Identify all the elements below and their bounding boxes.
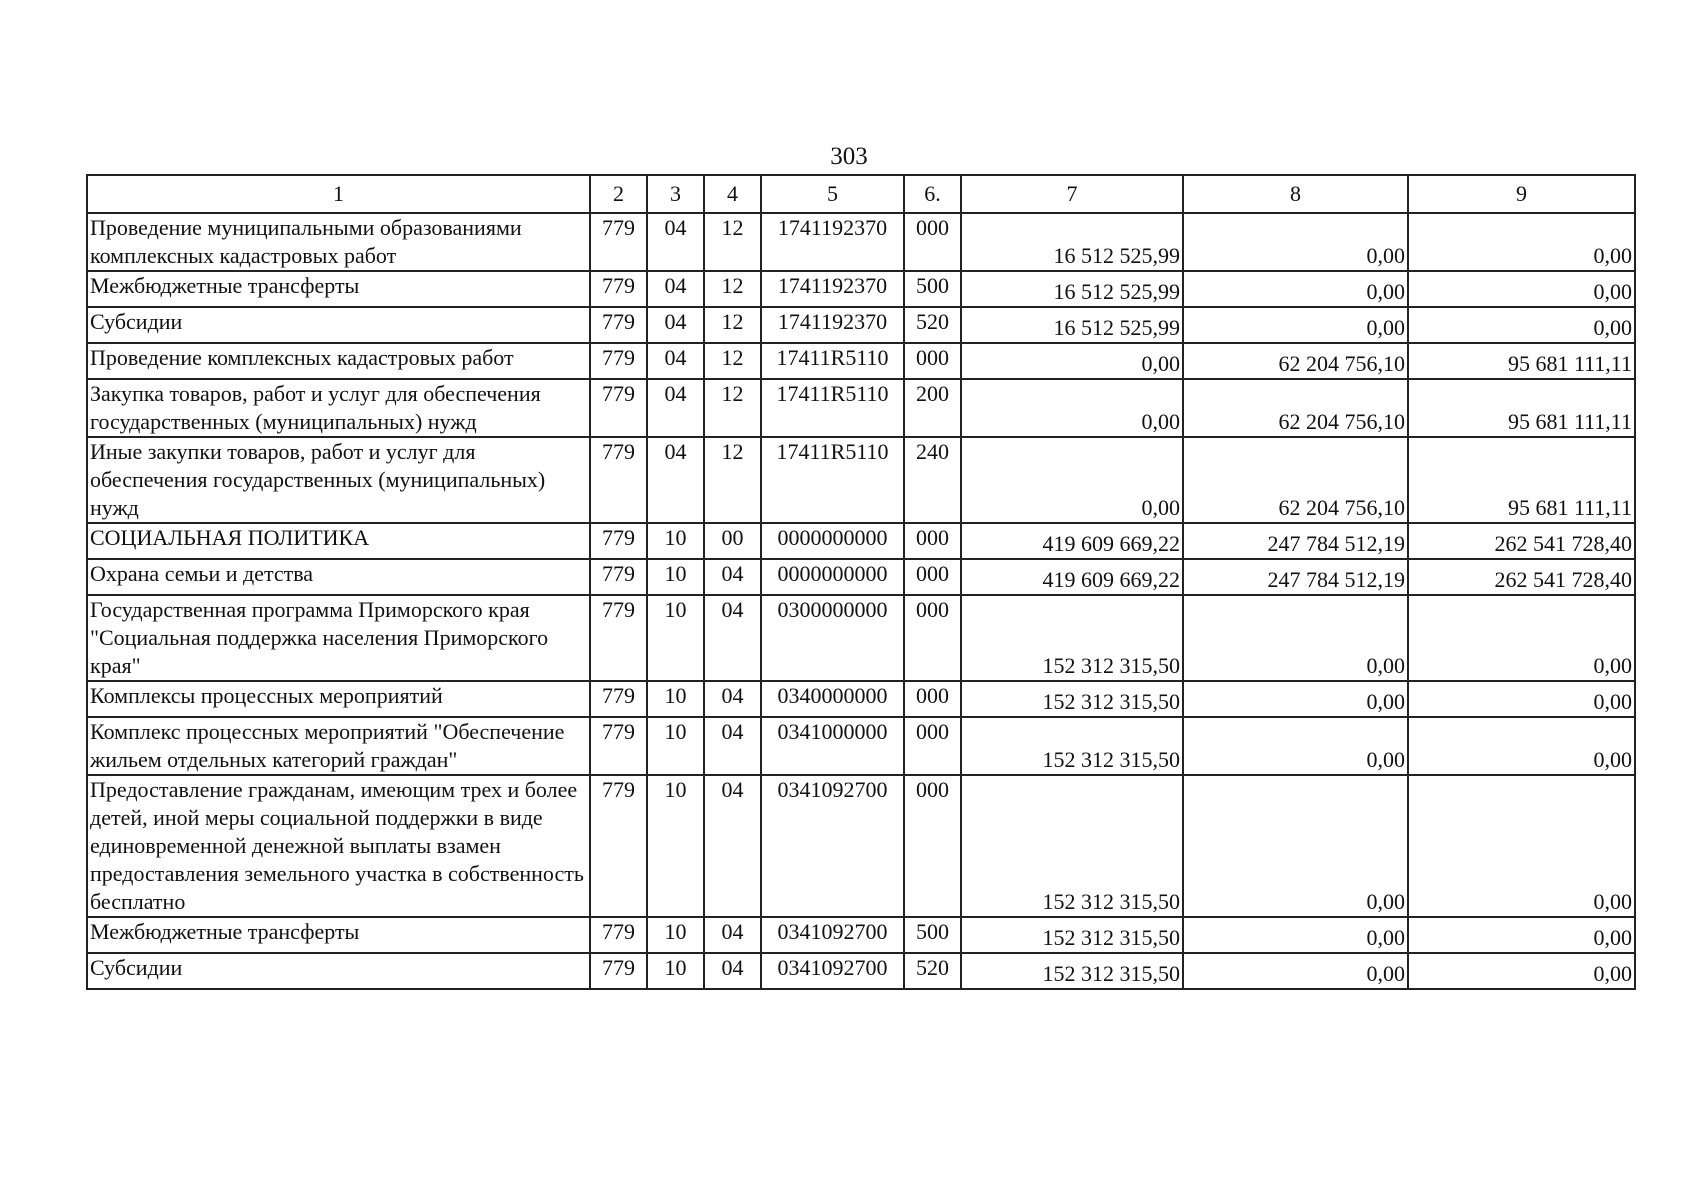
cell-amount: 0,00	[1183, 681, 1408, 717]
table-row	[87, 595, 1635, 681]
cell-code: 779	[590, 343, 647, 379]
row-name: Субсидии	[87, 953, 590, 989]
column-header: 4	[704, 175, 761, 213]
cell-code: 04	[647, 437, 704, 523]
cell-code: 000	[904, 717, 961, 775]
cell-amount: 0,00	[1183, 271, 1408, 307]
cell-amount: 0,00	[961, 379, 1183, 437]
cell-amount: 0,00	[1183, 717, 1408, 775]
cell-code: 04	[647, 271, 704, 307]
cell-code: 0300000000	[761, 595, 904, 681]
table-row	[87, 437, 1635, 523]
cell-amount: 0,00	[961, 437, 1183, 523]
cell-code: 000	[904, 343, 961, 379]
table-row	[87, 307, 1635, 343]
cell-amount: 0,00	[1408, 307, 1635, 343]
cell-amount: 62 204 756,10	[1183, 343, 1408, 379]
column-header: 7	[961, 175, 1183, 213]
column-header: 8	[1183, 175, 1408, 213]
cell-amount: 0,00	[1408, 213, 1635, 271]
cell-code: 0000000000	[761, 559, 904, 595]
cell-code: 17411R5110	[761, 343, 904, 379]
cell-amount: 0,00	[1183, 775, 1408, 917]
cell-code: 000	[904, 559, 961, 595]
row-name: Межбюджетные трансферты	[87, 271, 590, 307]
row-name: Межбюджетные трансферты	[87, 917, 590, 953]
cell-code: 1741192370	[761, 307, 904, 343]
cell-code: 000	[904, 681, 961, 717]
table-row	[87, 559, 1635, 595]
cell-amount: 0,00	[1183, 307, 1408, 343]
column-number-row	[87, 175, 1635, 213]
cell-code: 000	[904, 595, 961, 681]
cell-code: 500	[904, 917, 961, 953]
table-row	[87, 775, 1635, 917]
cell-amount: 152 312 315,50	[961, 953, 1183, 989]
cell-code: 1741192370	[761, 271, 904, 307]
cell-code: 00	[704, 523, 761, 559]
cell-code: 12	[704, 271, 761, 307]
cell-code: 04	[704, 775, 761, 917]
table-row	[87, 523, 1635, 559]
table-row	[87, 917, 1635, 953]
cell-amount: 419 609 669,22	[961, 523, 1183, 559]
cell-amount: 152 312 315,50	[961, 681, 1183, 717]
cell-code: 1741192370	[761, 213, 904, 271]
cell-code: 0340000000	[761, 681, 904, 717]
cell-amount: 0,00	[1408, 917, 1635, 953]
cell-code: 520	[904, 307, 961, 343]
cell-code: 0341092700	[761, 917, 904, 953]
cell-amount: 262 541 728,40	[1408, 523, 1635, 559]
cell-amount: 16 512 525,99	[961, 271, 1183, 307]
cell-code: 240	[904, 437, 961, 523]
page-number: 303	[830, 143, 868, 170]
cell-code: 779	[590, 917, 647, 953]
cell-amount: 0,00	[1408, 595, 1635, 681]
table-row	[87, 953, 1635, 989]
cell-amount: 262 541 728,40	[1408, 559, 1635, 595]
cell-code: 04	[704, 917, 761, 953]
cell-amount: 247 784 512,19	[1183, 559, 1408, 595]
column-header: 6.	[904, 175, 961, 213]
cell-amount: 152 312 315,50	[961, 595, 1183, 681]
cell-code: 04	[647, 213, 704, 271]
row-name: Комплекс процессных мероприятий "Обеспечение жильем отдельных категорий граждан"	[87, 717, 590, 775]
row-name: Государственная программа Приморского края "Социальная поддержка населения Приморского края"	[87, 595, 590, 681]
cell-code: 779	[590, 595, 647, 681]
cell-amount: 247 784 512,19	[1183, 523, 1408, 559]
cell-amount: 0,00	[1183, 595, 1408, 681]
cell-amount: 0,00	[1408, 953, 1635, 989]
cell-code: 04	[647, 343, 704, 379]
cell-amount: 95 681 111,11	[1408, 379, 1635, 437]
table-row	[87, 379, 1635, 437]
cell-code: 000	[904, 523, 961, 559]
cell-code: 10	[647, 917, 704, 953]
row-name: Субсидии	[87, 307, 590, 343]
cell-code: 04	[647, 307, 704, 343]
cell-amount: 152 312 315,50	[961, 775, 1183, 917]
cell-code: 10	[647, 775, 704, 917]
cell-code: 520	[904, 953, 961, 989]
row-name: Предоставление гражданам, имеющим трех и более детей, иной меры социальной поддержки в виде единовременной денежной выплаты взамен предоставления земельного участка в собственность бесплатно	[87, 775, 590, 917]
cell-code: 12	[704, 307, 761, 343]
cell-code: 04	[704, 559, 761, 595]
cell-amount: 419 609 669,22	[961, 559, 1183, 595]
cell-code: 0341092700	[761, 775, 904, 917]
row-name: Проведение комплексных кадастровых работ	[87, 343, 590, 379]
row-name: Закупка товаров, работ и услуг для обеспечения государственных (муниципальных) нужд	[87, 379, 590, 437]
cell-code: 779	[590, 523, 647, 559]
cell-amount: 62 204 756,10	[1183, 437, 1408, 523]
table-row	[87, 213, 1635, 271]
cell-code: 779	[590, 379, 647, 437]
column-header: 9	[1408, 175, 1635, 213]
cell-code: 779	[590, 271, 647, 307]
cell-code: 10	[647, 595, 704, 681]
table-row	[87, 717, 1635, 775]
row-name: СОЦИАЛЬНАЯ ПОЛИТИКА	[87, 523, 590, 559]
cell-code: 12	[704, 343, 761, 379]
cell-code: 200	[904, 379, 961, 437]
cell-code: 779	[590, 437, 647, 523]
cell-code: 04	[704, 681, 761, 717]
table-row	[87, 271, 1635, 307]
cell-code: 0000000000	[761, 523, 904, 559]
cell-code: 12	[704, 213, 761, 271]
cell-amount: 152 312 315,50	[961, 717, 1183, 775]
cell-code: 04	[704, 953, 761, 989]
cell-code: 10	[647, 559, 704, 595]
cell-code: 10	[647, 681, 704, 717]
table-row	[87, 681, 1635, 717]
cell-amount: 95 681 111,11	[1408, 437, 1635, 523]
cell-amount: 62 204 756,10	[1183, 379, 1408, 437]
table-row	[87, 343, 1635, 379]
column-header: 3	[647, 175, 704, 213]
cell-code: 04	[704, 595, 761, 681]
cell-amount: 0,00	[961, 343, 1183, 379]
cell-amount: 0,00	[1183, 917, 1408, 953]
cell-code: 779	[590, 717, 647, 775]
cell-code: 17411R5110	[761, 379, 904, 437]
cell-code: 17411R5110	[761, 437, 904, 523]
cell-code: 04	[647, 379, 704, 437]
cell-amount: 152 312 315,50	[961, 917, 1183, 953]
cell-code: 12	[704, 379, 761, 437]
cell-code: 10	[647, 953, 704, 989]
cell-code: 0341092700	[761, 953, 904, 989]
cell-code: 000	[904, 213, 961, 271]
cell-amount: 0,00	[1408, 271, 1635, 307]
cell-code: 000	[904, 775, 961, 917]
cell-code: 0341000000	[761, 717, 904, 775]
cell-code: 500	[904, 271, 961, 307]
cell-code: 04	[704, 717, 761, 775]
cell-code: 779	[590, 559, 647, 595]
cell-amount: 0,00	[1408, 681, 1635, 717]
column-header: 5	[761, 175, 904, 213]
row-name: Проведение муниципальными образованиями комплексных кадастровых работ	[87, 213, 590, 271]
cell-amount: 16 512 525,99	[961, 213, 1183, 271]
cell-code: 779	[590, 953, 647, 989]
cell-amount: 0,00	[1408, 775, 1635, 917]
cell-amount: 0,00	[1408, 717, 1635, 775]
column-header: 1	[87, 175, 590, 213]
row-name: Комплексы процессных мероприятий	[87, 681, 590, 717]
cell-code: 779	[590, 213, 647, 271]
row-name: Иные закупки товаров, работ и услуг для обеспечения государственных (муниципальных) нужд	[87, 437, 590, 523]
cell-code: 10	[647, 717, 704, 775]
cell-code: 12	[704, 437, 761, 523]
budget-table	[86, 174, 1636, 990]
cell-amount: 16 512 525,99	[961, 307, 1183, 343]
cell-code: 779	[590, 681, 647, 717]
cell-code: 779	[590, 775, 647, 917]
cell-amount: 0,00	[1183, 213, 1408, 271]
cell-amount: 95 681 111,11	[1408, 343, 1635, 379]
cell-code: 779	[590, 307, 647, 343]
cell-code: 10	[647, 523, 704, 559]
column-header: 2	[590, 175, 647, 213]
cell-amount: 0,00	[1183, 953, 1408, 989]
row-name: Охрана семьи и детства	[87, 559, 590, 595]
